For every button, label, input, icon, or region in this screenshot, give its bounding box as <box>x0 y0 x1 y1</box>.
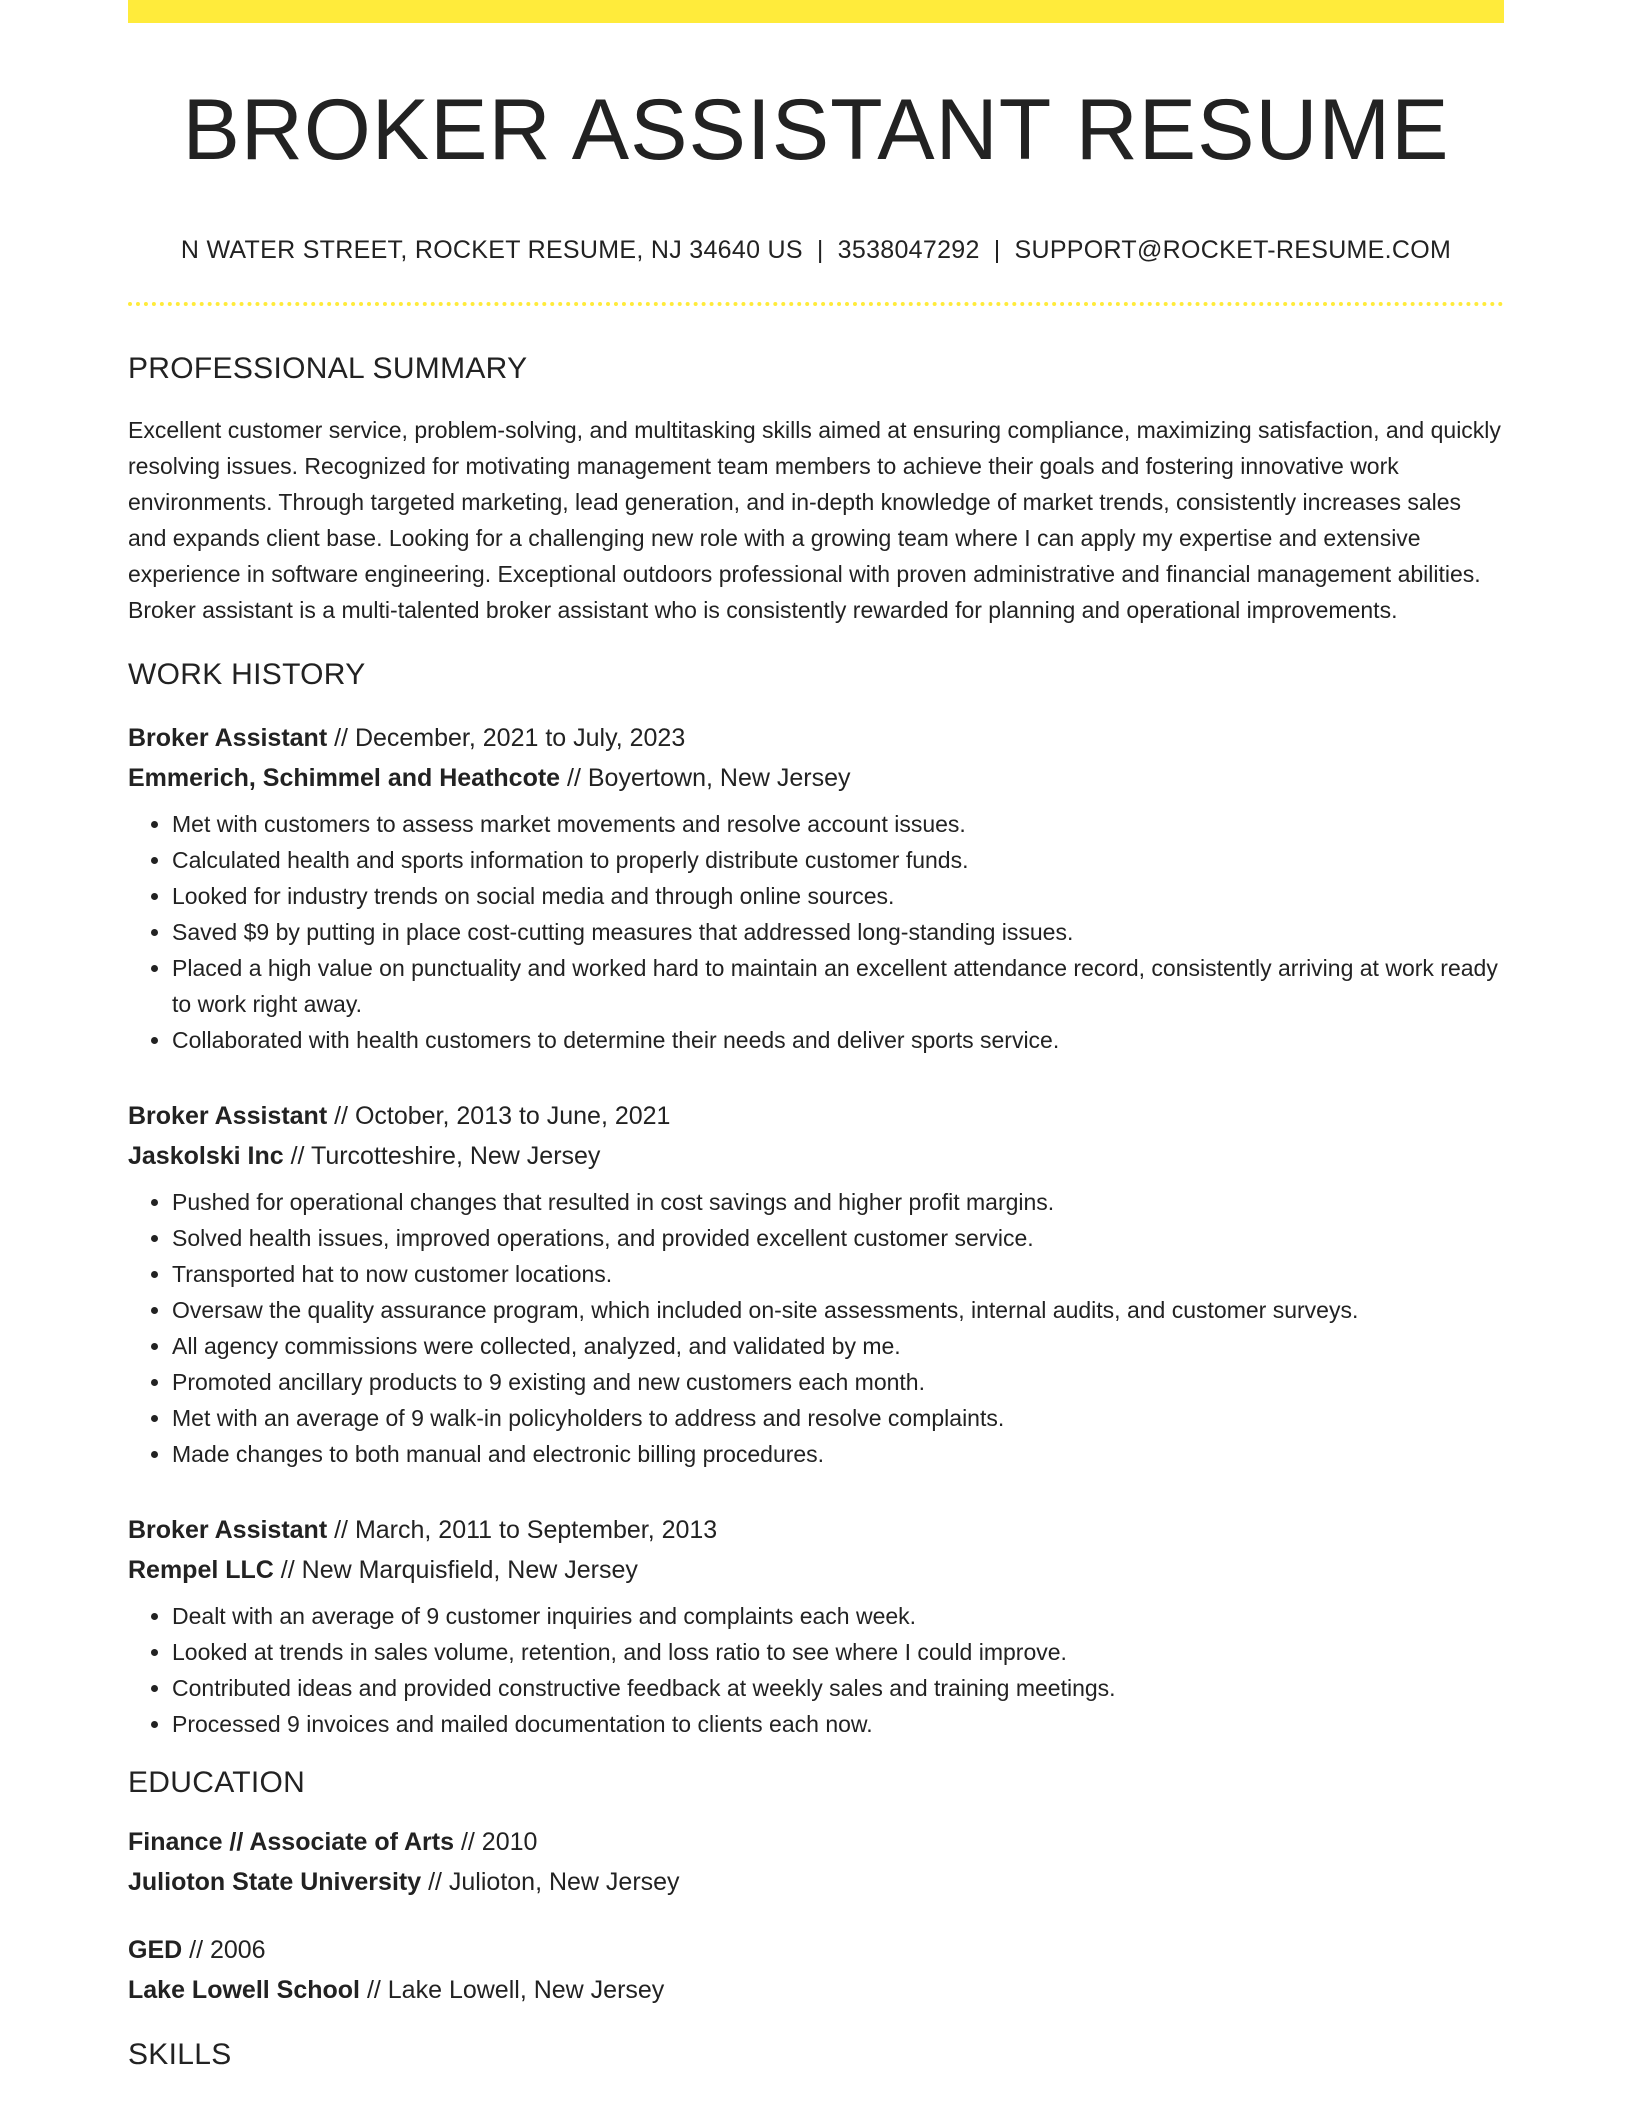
education-school: Julioton State University <box>128 1867 422 1896</box>
job-role-line <box>128 1510 1504 1550</box>
list-item: • Met with customers to assess market movements and resolve account issues. <box>172 806 1504 842</box>
contact-line <box>128 236 1504 265</box>
list-item: • Looked at trends in sales volume, retention, and loss ratio to see where I could improve. <box>172 1634 1504 1670</box>
header-divider <box>128 302 1504 306</box>
job-dates: // October, 2013 to June, 2021 <box>327 1101 671 1130</box>
job-company: Emmerich, Schimmel and Heathcote <box>128 763 561 792</box>
education-degree: Finance // Associate of Arts <box>128 1827 455 1856</box>
job-location: // New Marquisfield, New Jersey <box>273 1555 638 1584</box>
summary-text: Excellent customer service, problem-solving, and multitasking skills aimed at ensuring compliance, maximizing satisfaction, and quickly resolving issues. Recognized for motivating management team members to achieve their goals and fostering innovative work environments. Through targeted marketing, lead generation, and in-depth knowledge of market trends, consistently increases sales and expands client base. Looking for a challenging new role with a growing team where I can apply my expertise and extensive experience in software engineering. Exceptional outdoors professional with proven administrative and financial management abilities. Broker assistant is a multi-talented broker assistant who is consistently rewarded for planning and operational improvements. <box>128 416 1501 623</box>
list-item: • Contributed ideas and provided constructive feedback at weekly sales and training meetings. <box>172 1670 1504 1706</box>
contact-separator: | <box>993 235 1001 264</box>
job-role-line <box>128 718 1504 758</box>
job-entry <box>128 1096 1504 1472</box>
job-role-line <box>128 1096 1504 1136</box>
job-location: // Boyertown, New Jersey <box>560 763 851 792</box>
job-bullets <box>128 1598 1504 1742</box>
job-company: Jaskolski Inc <box>128 1141 284 1170</box>
job-entry <box>128 718 1504 1058</box>
section-title-work-history: WORK HISTORY <box>128 657 366 691</box>
list-item: • Made changes to both manual and electronic billing procedures. <box>172 1436 1504 1472</box>
section-title-education: EDUCATION <box>128 1765 306 1799</box>
job-company: Rempel LLC <box>128 1555 274 1584</box>
job-bullets <box>128 806 1504 1058</box>
contact-address: N WATER STREET, ROCKET RESUME, NJ 34640 US <box>180 235 803 264</box>
job-bullets <box>128 1184 1504 1472</box>
education-degree: GED <box>128 1935 183 1964</box>
list-item: • Calculated health and sports information to properly distribute customer funds. <box>172 842 1504 878</box>
contact-phone: 3538047292 <box>837 235 980 264</box>
list-item: • Promoted ancillary products to 9 existing and new customers each month. <box>172 1364 1504 1400</box>
list-item: • Looked for industry trends on social media and through online sources. <box>172 878 1504 914</box>
job-role: Broker Assistant <box>128 1101 328 1130</box>
resume-title: BROKER ASSISTANT RESUME <box>182 82 1450 178</box>
contact-email[interactable]: SUPPORT@ROCKET-RESUME.COM <box>1014 235 1452 264</box>
education-entry <box>128 1822 1504 1902</box>
list-item: • Placed a high value on punctuality and worked hard to maintain an excellent attendance record, consistently arriving at work ready to work right away. <box>172 950 1504 1022</box>
list-item: • Saved $9 by putting in place cost-cutting measures that addressed long-standing issues. <box>172 914 1504 950</box>
section-title-summary: PROFESSIONAL SUMMARY <box>128 351 528 385</box>
job-location: // Turcotteshire, New Jersey <box>283 1141 601 1170</box>
education-degree-line <box>128 1822 1504 1862</box>
education-location: // Julioton, New Jersey <box>421 1867 680 1896</box>
contact-separator: | <box>816 235 824 264</box>
job-entry <box>128 1510 1504 1742</box>
job-dates: // December, 2021 to July, 2023 <box>327 723 686 752</box>
education-year: // 2006 <box>182 1935 266 1964</box>
list-item: • Processed 9 invoices and mailed documentation to clients each now. <box>172 1706 1504 1742</box>
job-role: Broker Assistant <box>128 1515 328 1544</box>
list-item: • Transported hat to now customer locations. <box>172 1256 1504 1292</box>
education-entry <box>128 1930 1504 2010</box>
education-year: // 2010 <box>454 1827 538 1856</box>
education-location: // Lake Lowell, New Jersey <box>360 1975 665 2004</box>
education-school: Lake Lowell School <box>128 1975 360 2004</box>
list-item: • Solved health issues, improved operations, and provided excellent customer service. <box>172 1220 1504 1256</box>
education-degree-line <box>128 1930 1504 1970</box>
top-accent-bar <box>128 0 1504 23</box>
education-school-line <box>128 1862 1504 1902</box>
job-role: Broker Assistant <box>128 723 328 752</box>
education-school-line <box>128 1970 1504 2010</box>
list-item: • Dealt with an average of 9 customer inquiries and complaints each week. <box>172 1598 1504 1634</box>
list-item: • Collaborated with health customers to determine their needs and deliver sports service. <box>172 1022 1504 1058</box>
resume-page <box>128 0 1504 2072</box>
section-title-skills: SKILLS <box>128 2037 232 2071</box>
job-dates: // March, 2011 to September, 2013 <box>327 1515 718 1544</box>
job-company-line <box>128 1550 1504 1590</box>
job-company-line <box>128 758 1504 798</box>
list-item: • Met with an average of 9 walk-in policyholders to address and resolve complaints. <box>172 1400 1504 1436</box>
list-item: • Oversaw the quality assurance program, which included on-site assessments, internal audits, and customer surveys. <box>172 1292 1504 1328</box>
job-company-line <box>128 1136 1504 1176</box>
list-item: • Pushed for operational changes that resulted in cost savings and higher profit margins. <box>172 1184 1504 1220</box>
list-item: • All agency commissions were collected, analyzed, and validated by me. <box>172 1328 1504 1364</box>
